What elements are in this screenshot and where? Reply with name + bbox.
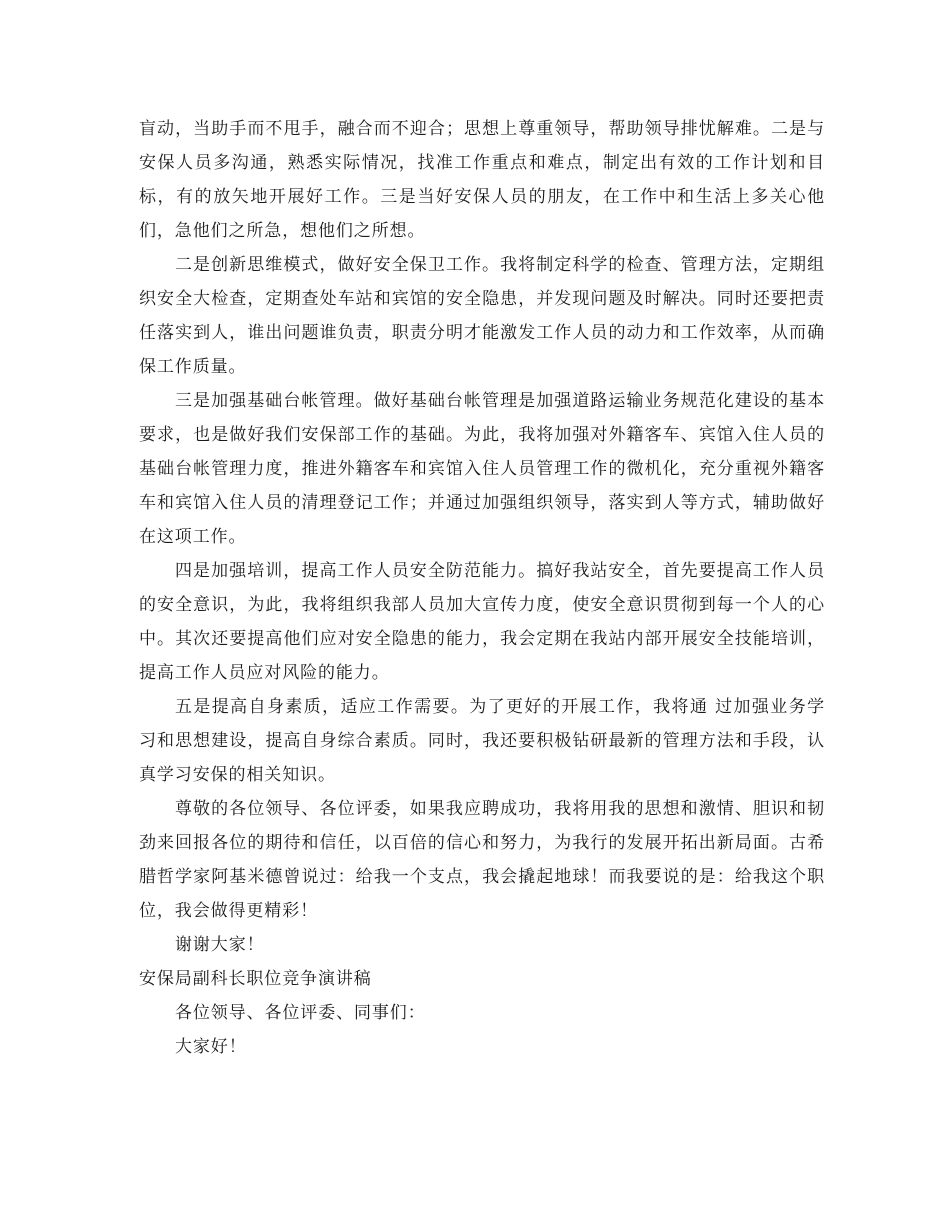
document-body bbox=[139, 112, 825, 1064]
paragraph-ledger-management: 三是加强基础台帐管理。做好基础台帐管理是加强道路运输业务规范化建设的基本要求，也是做好我们安保部工作的基础。为此，我将加强对外籍客车、宾馆入住人员的基础台帐管理力度，推进外籍客车和宾馆入住人员管理工作的微机化，充分重视外籍客车和宾馆入住人员的清理登记工作；并通过加强组织领导，落实到人等方式，辅助做好在这项工作。 bbox=[139, 391, 825, 547]
salutation-line: 大家好！ bbox=[175, 1037, 247, 1057]
paragraph-continuation: 盲动，当助手而不甩手，融合而不迎合；思想上尊重领导，帮助领导排忧解难。二是与安保人员多沟通，熟悉实际情况，找准工作重点和难点，制定出有效的工作计划和目标，有的放矢地开展好工作。三是当好安保人员的朋友，在工作中和生活上多关心他们，急他们之所急，想他们之所想。 bbox=[139, 119, 825, 241]
paragraph-security-work: 二是创新思维模式，做好安全保卫工作。我将制定科学的检查、管理方法，定期组织安全大检查，定期查处车站和宾馆的安全隐患，并发现问题及时解决。同时还要把责任落实到人，谁出问题谁负责，职责分明才能激发工作人员的动力和工作效率，从而确保工作质量。 bbox=[139, 255, 825, 377]
paragraph-closing: 尊敬的各位领导、各位评委，如果我应聘成功，我将用我的思想和激情、胆识和韧劲来回报各位的期待和信任，以百倍的信心和努力，为我行的发展开拓出新局面。古希腊哲学家阿基米德曾说过：给我一个支点，我会撬起地球！而我要说的是：给我这个职位，我会做得更精彩！ bbox=[139, 799, 825, 921]
paragraph-self-improvement: 五是提高自身素质，适应工作需要。为了更好的开展工作，我将通 过加强业务学习和思想建设，提高自身综合素质。同时，我还要积极钻研最新的管理方法和手段，认真学习安保的相关知识。 bbox=[139, 697, 825, 785]
paragraph-thanks: 谢谢大家！ bbox=[175, 935, 265, 955]
greeting-line: 各位领导、各位评委、同事们： bbox=[175, 1003, 426, 1023]
document-title: 安保局副科长职位竞争演讲稿 bbox=[139, 969, 372, 989]
paragraph-training: 四是加强培训，提高工作人员安全防范能力。搞好我站安全，首先要提高工作人员的安全意识，为此，我将组织我部人员加大宣传力度，使安全意识贯彻到每一个人的心中。其次还要提高他们应对安全隐患的能力，我会定期在我站内部开展安全技能培训，提高工作人员应对风险的能力。 bbox=[139, 561, 825, 683]
